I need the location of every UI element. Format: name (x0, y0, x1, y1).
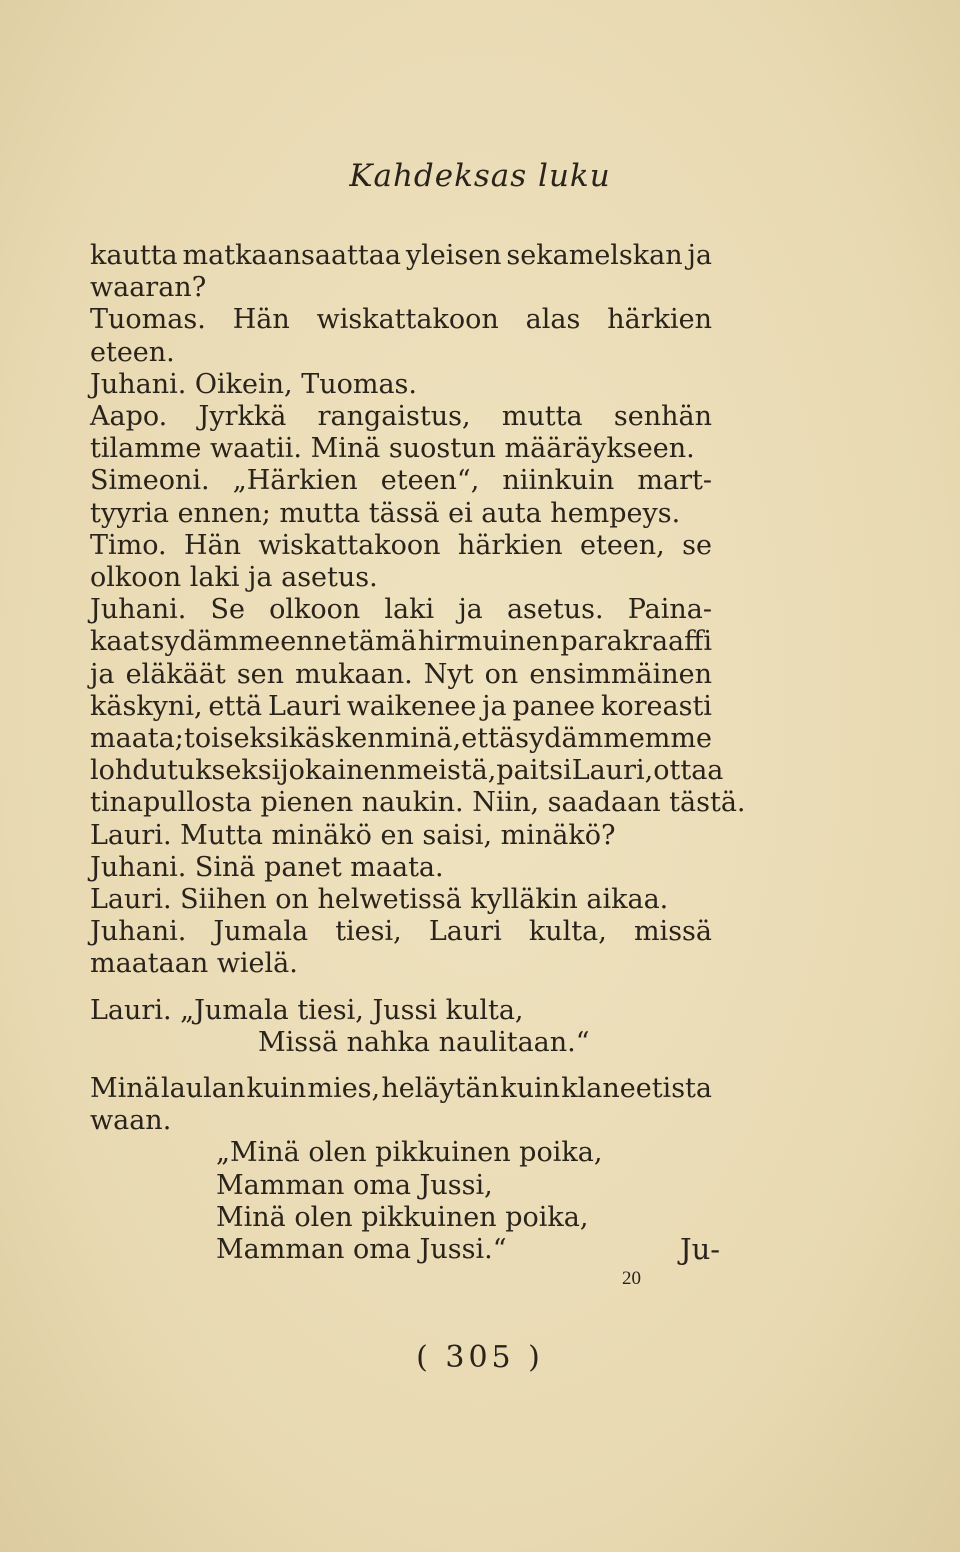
word: tiesi, (335, 916, 402, 948)
text-line (90, 530, 712, 562)
word: Lauri (267, 690, 341, 722)
word: Jumala (213, 916, 309, 948)
word: lohdutukseksi (90, 755, 281, 787)
word: kautta (90, 240, 178, 271)
word: olkoon (269, 594, 361, 626)
word: Hän (232, 304, 290, 336)
word: matkaansaattaa (182, 240, 401, 271)
verse-line: „Minä olen pikkuinen poika, (216, 1137, 603, 1169)
word: Nyt (423, 658, 474, 690)
text-line (90, 723, 712, 755)
word: että (208, 690, 263, 722)
text-line (90, 659, 712, 691)
word: on (484, 658, 519, 690)
word: Minä (90, 1073, 160, 1105)
word: rangaistus, (317, 401, 471, 433)
word: se (682, 529, 712, 561)
text-line: tilamme waatii. Minä suostun määräykseen. (90, 433, 695, 465)
text-line (90, 304, 712, 336)
word: tämä (348, 626, 417, 658)
text-line (90, 465, 712, 497)
word: Juhani. (90, 916, 187, 948)
text-line (90, 594, 712, 626)
running-header: Kahdeksas luku (349, 158, 611, 194)
word: senhän (613, 401, 712, 433)
word: Simeoni. (90, 465, 210, 497)
text-line: tinapullosta pienen naukin. Niin, saadaan tästä. (90, 787, 746, 819)
word: Se (210, 594, 245, 626)
word: härkien (607, 304, 712, 336)
text-line: Juhani. Sinä panet maata. (90, 851, 444, 883)
text-line (90, 916, 712, 948)
body-text (90, 240, 746, 1266)
word: heläytän (381, 1073, 500, 1105)
word: että (461, 723, 515, 755)
word: sen (236, 658, 285, 690)
word: Hän (183, 529, 242, 561)
word: sydämmeenne (150, 626, 347, 658)
text-line (90, 691, 712, 723)
word: Timo. (90, 529, 167, 561)
word: meistä, (396, 755, 497, 787)
word: ja (458, 594, 483, 626)
word: niinkuin (502, 465, 615, 497)
word: jokainen (280, 755, 397, 787)
word: härkien (457, 529, 563, 561)
stanza-gap (90, 1059, 712, 1073)
text-line (90, 401, 712, 433)
word: ensimmäinen (529, 658, 712, 690)
text-line: eteen. (90, 336, 175, 368)
word: wiskattakoon (258, 529, 441, 561)
word: eteen, (580, 529, 665, 561)
word: minä, (384, 723, 462, 755)
word: sekamelskan (506, 240, 683, 271)
text-line (90, 626, 712, 658)
word: käsken (288, 723, 385, 755)
catchword: Ju- (680, 1232, 721, 1266)
word: ja (90, 658, 115, 690)
word: wiskattakoon (316, 304, 499, 336)
word: ja (687, 240, 712, 271)
text-line: waan. (90, 1105, 172, 1137)
stanza-gap (90, 981, 712, 995)
word: alas (525, 304, 581, 336)
text-line: Juhani. Oikein, Tuomas. (90, 368, 417, 400)
word: missä (633, 916, 712, 948)
word: toiseksi (183, 723, 289, 755)
word: mukaan. (295, 658, 413, 690)
word: sydämmemme (515, 723, 712, 755)
word: maata; (90, 723, 184, 755)
text-line: Lauri. „Jumala tiesi, Jussi kulta, (90, 994, 524, 1026)
page-number: ( 305 ) (416, 1340, 544, 1375)
word: laki (384, 594, 435, 626)
word: laulan (161, 1073, 246, 1105)
verse-line: Mamman oma Jussi, (216, 1169, 493, 1201)
word: Paina- (627, 594, 712, 626)
word: yleisen (405, 240, 502, 271)
word: „Härkien (232, 465, 358, 497)
text-line (90, 755, 724, 787)
word: ottaa (653, 755, 724, 787)
verse-line: Minä olen pikkuinen poika, (216, 1201, 589, 1233)
word: Lauri, (571, 755, 654, 787)
word: kuin (246, 1073, 307, 1105)
word: kaat (90, 626, 150, 658)
word: Tuomas. (90, 304, 206, 336)
word: klaneetista (561, 1073, 712, 1105)
word: mutta (501, 401, 583, 433)
word: mies, (307, 1073, 381, 1105)
word: Aapo. (90, 401, 168, 433)
word: parakraaffi (560, 626, 712, 658)
word: kulta, (528, 916, 607, 948)
text-line: Lauri. Siihen on helwetissä kylläkin aikaa. (90, 884, 669, 916)
word: käskyni, (90, 690, 203, 722)
text-line (90, 240, 712, 272)
text-line: olkoon laki ja asetus. (90, 562, 378, 594)
word: Jyrkkä (198, 401, 287, 433)
word: waikenee (346, 690, 477, 722)
text-line: waaran? (90, 272, 207, 304)
word: hirmuinen (417, 626, 560, 658)
word: koreasti (601, 690, 712, 722)
text-line (90, 1073, 712, 1105)
word: Lauri (428, 916, 502, 948)
verse-line: Missä nahka naulitaan.“ (258, 1026, 590, 1058)
word: mart- (637, 465, 712, 497)
text-line: Lauri. Mutta minäkö en saisi, minäkö? (90, 819, 616, 851)
word: Juhani. (90, 594, 187, 626)
word: asetus. (506, 594, 604, 626)
word: kuin (500, 1073, 561, 1105)
word: paitsi (496, 755, 572, 787)
word: eteen“, (380, 465, 480, 497)
word: ja (482, 690, 507, 722)
word: panee (512, 690, 596, 722)
signature-mark: 20 (622, 1268, 641, 1289)
word: eläkäät (125, 658, 226, 690)
text-line: maataan wielä. (90, 948, 298, 980)
text-line: tyyria ennen; mutta tässä ei auta hempeys. (90, 497, 681, 529)
verse-line: Mamman oma Jussi.“ (216, 1234, 507, 1266)
